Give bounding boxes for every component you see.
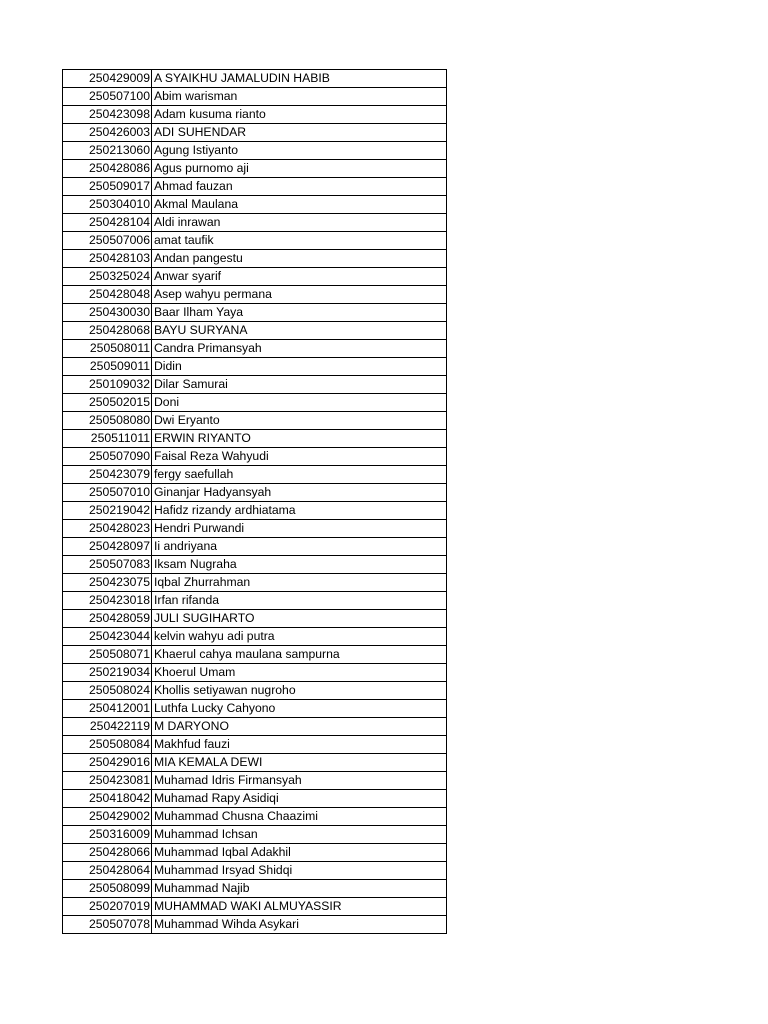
table-row: [63, 484, 447, 502]
id-cell: 250428066: [63, 844, 152, 862]
id-cell: 250428023: [63, 520, 152, 538]
name-cell: Muhammad Chusna Chaazimi: [152, 808, 447, 826]
table-row: [63, 466, 447, 484]
table-row: [63, 232, 447, 250]
name-cell: Iksam Nugraha: [152, 556, 447, 574]
table-row: [63, 142, 447, 160]
table-row: [63, 448, 447, 466]
name-cell: Muhammad Irsyad Shidqi: [152, 862, 447, 880]
table-row: [63, 628, 447, 646]
name-cell: Baar Ilham Yaya: [152, 304, 447, 322]
name-cell: Muhammad Ichsan: [152, 826, 447, 844]
table-row: [63, 538, 447, 556]
name-cell: Muhamad Idris Firmansyah: [152, 772, 447, 790]
name-cell: Hafidz rizandy ardhiatama: [152, 502, 447, 520]
table-row: [63, 880, 447, 898]
id-cell: 250507100: [63, 88, 152, 106]
table-row: [63, 268, 447, 286]
table-row: [63, 430, 447, 448]
name-cell: Agus purnomo aji: [152, 160, 447, 178]
id-cell: 250423018: [63, 592, 152, 610]
name-cell: Muhammad Najib: [152, 880, 447, 898]
id-cell: 250429009: [63, 70, 152, 88]
name-cell: Doni: [152, 394, 447, 412]
table-row: [63, 736, 447, 754]
id-cell: 250207019: [63, 898, 152, 916]
name-cell: Adam kusuma rianto: [152, 106, 447, 124]
name-cell: Ahmad fauzan: [152, 178, 447, 196]
id-cell: 250511011: [63, 430, 152, 448]
id-cell: 250426003: [63, 124, 152, 142]
table-row: [63, 916, 447, 934]
table-row: [63, 286, 447, 304]
id-cell: 250428104: [63, 214, 152, 232]
name-cell: ADI SUHENDAR: [152, 124, 447, 142]
id-cell: 250507006: [63, 232, 152, 250]
name-cell: Akmal Maulana: [152, 196, 447, 214]
table-row: [63, 124, 447, 142]
id-cell: 250429016: [63, 754, 152, 772]
id-cell: 250508099: [63, 880, 152, 898]
name-cell: A SYAIKHU JAMALUDIN HABIB: [152, 70, 447, 88]
name-cell: Dilar Samurai: [152, 376, 447, 394]
id-cell: 250509011: [63, 358, 152, 376]
name-list-table: [62, 69, 447, 934]
name-cell: Faisal Reza Wahyudi: [152, 448, 447, 466]
id-cell: 250508024: [63, 682, 152, 700]
table-row: [63, 340, 447, 358]
table-row: [63, 304, 447, 322]
table-row: [63, 700, 447, 718]
id-cell: 250507010: [63, 484, 152, 502]
name-cell: Agung Istiyanto: [152, 142, 447, 160]
name-cell: Khollis setiyawan nugroho: [152, 682, 447, 700]
id-cell: 250507090: [63, 448, 152, 466]
id-cell: 250507083: [63, 556, 152, 574]
name-cell: Dwi Eryanto: [152, 412, 447, 430]
name-cell: Muhammad Wihda Asykari: [152, 916, 447, 934]
table-row: [63, 160, 447, 178]
table-row: [63, 322, 447, 340]
name-cell: Ginanjar Hadyansyah: [152, 484, 447, 502]
name-cell: MIA KEMALA DEWI: [152, 754, 447, 772]
table-row: [63, 556, 447, 574]
id-cell: 250508084: [63, 736, 152, 754]
id-cell: 250109032: [63, 376, 152, 394]
name-cell: Khoerul Umam: [152, 664, 447, 682]
table-row: [63, 196, 447, 214]
table-row: [63, 358, 447, 376]
table-row: [63, 412, 447, 430]
name-cell: fergy saefullah: [152, 466, 447, 484]
name-cell: Ii andriyana: [152, 538, 447, 556]
name-cell: Irfan rifanda: [152, 592, 447, 610]
table-row: [63, 250, 447, 268]
name-cell: Candra Primansyah: [152, 340, 447, 358]
name-cell: MUHAMMAD WAKI ALMUYASSIR: [152, 898, 447, 916]
name-cell: Hendri Purwandi: [152, 520, 447, 538]
name-cell: Aldi inrawan: [152, 214, 447, 232]
name-cell: Luthfa Lucky Cahyono: [152, 700, 447, 718]
table-row: [63, 682, 447, 700]
id-cell: 250423075: [63, 574, 152, 592]
table-row: [63, 214, 447, 232]
table-row: [63, 88, 447, 106]
id-cell: 250508071: [63, 646, 152, 664]
table-row: [63, 898, 447, 916]
name-cell: ERWIN RIYANTO: [152, 430, 447, 448]
id-cell: 250507078: [63, 916, 152, 934]
id-cell: 250422119: [63, 718, 152, 736]
table-row: [63, 592, 447, 610]
table-row: [63, 394, 447, 412]
id-cell: 250423081: [63, 772, 152, 790]
id-cell: 250423044: [63, 628, 152, 646]
name-cell: Khaerul cahya maulana sampurna: [152, 646, 447, 664]
table-row: [63, 844, 447, 862]
table-row: [63, 808, 447, 826]
id-cell: 250428068: [63, 322, 152, 340]
id-cell: 250219042: [63, 502, 152, 520]
id-cell: 250502015: [63, 394, 152, 412]
id-cell: 250428059: [63, 610, 152, 628]
id-cell: 250325024: [63, 268, 152, 286]
table-row: [63, 178, 447, 196]
id-cell: 250304010: [63, 196, 152, 214]
id-cell: 250418042: [63, 790, 152, 808]
name-cell: Asep wahyu permana: [152, 286, 447, 304]
table-row: [63, 772, 447, 790]
id-cell: 250509017: [63, 178, 152, 196]
name-cell: Muhamad Rapy Asidiqi: [152, 790, 447, 808]
table-row: [63, 664, 447, 682]
id-cell: 250508080: [63, 412, 152, 430]
id-cell: 250428103: [63, 250, 152, 268]
table-row: [63, 826, 447, 844]
table-row: [63, 862, 447, 880]
id-cell: 250430030: [63, 304, 152, 322]
name-cell: M DARYONO: [152, 718, 447, 736]
id-cell: 250412001: [63, 700, 152, 718]
id-cell: 250508011: [63, 340, 152, 358]
table-row: [63, 574, 447, 592]
id-cell: 250219034: [63, 664, 152, 682]
table-row: [63, 790, 447, 808]
table-row: [63, 610, 447, 628]
table-row: [63, 646, 447, 664]
name-cell: Makhfud fauzi: [152, 736, 447, 754]
name-cell: amat taufik: [152, 232, 447, 250]
name-cell: Didin: [152, 358, 447, 376]
table-row: [63, 502, 447, 520]
id-cell: 250428086: [63, 160, 152, 178]
table-row: [63, 520, 447, 538]
id-cell: 250423098: [63, 106, 152, 124]
table-row: [63, 718, 447, 736]
id-cell: 250428097: [63, 538, 152, 556]
name-cell: kelvin wahyu adi putra: [152, 628, 447, 646]
id-cell: 250423079: [63, 466, 152, 484]
name-cell: Iqbal Zhurrahman: [152, 574, 447, 592]
table-row: [63, 106, 447, 124]
table-row: [63, 70, 447, 88]
name-cell: Abim warisman: [152, 88, 447, 106]
id-cell: 250428064: [63, 862, 152, 880]
id-cell: 250429002: [63, 808, 152, 826]
table-row: [63, 376, 447, 394]
name-cell: Anwar syarif: [152, 268, 447, 286]
id-cell: 250316009: [63, 826, 152, 844]
name-cell: JULI SUGIHARTO: [152, 610, 447, 628]
name-cell: BAYU SURYANA: [152, 322, 447, 340]
table-row: [63, 754, 447, 772]
id-cell: 250428048: [63, 286, 152, 304]
name-cell: Muhammad Iqbal Adakhil: [152, 844, 447, 862]
name-cell: Andan pangestu: [152, 250, 447, 268]
name-list-body: [63, 70, 447, 934]
id-cell: 250213060: [63, 142, 152, 160]
